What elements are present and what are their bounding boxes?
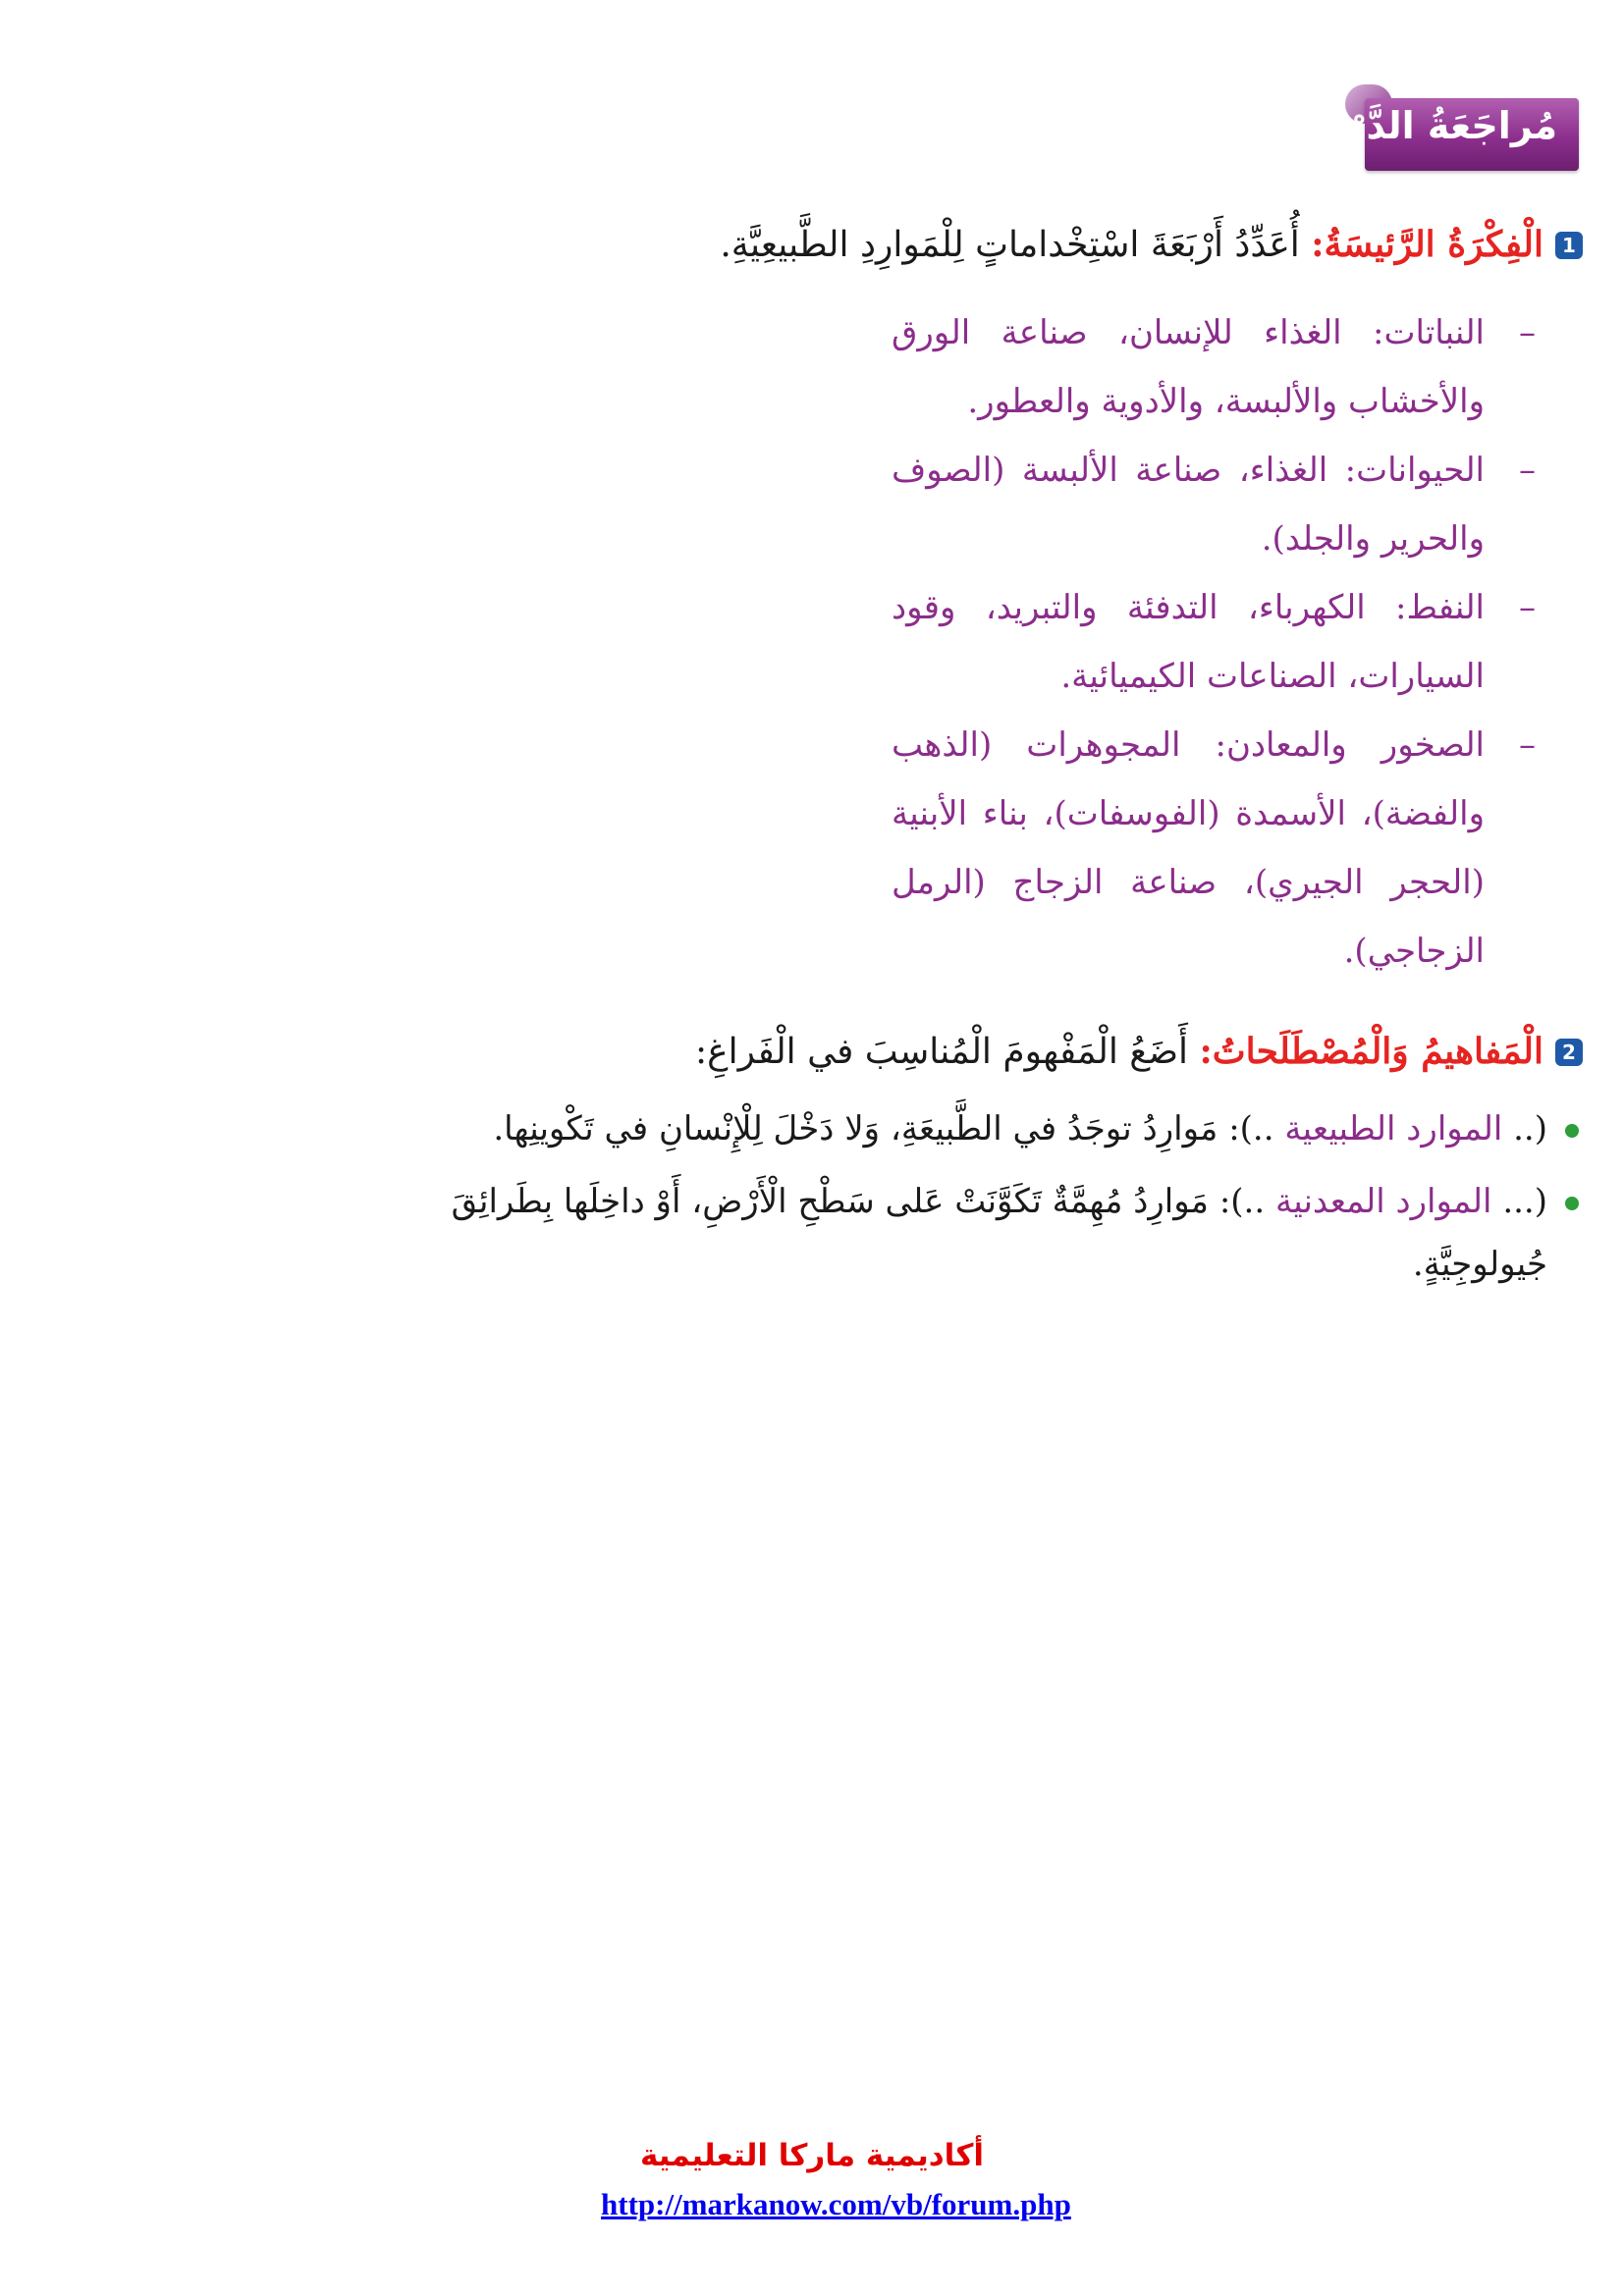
dash-bullet: – bbox=[1519, 313, 1536, 352]
green-bullet-icon bbox=[1565, 1197, 1579, 1210]
definition-text: مَوارِدُ توجَدُ في الطَّبيعَةِ، وَلا دَخْلَ لِلْإِنْسانِ في تَكْوينِها. bbox=[493, 1109, 1218, 1148]
blank-open: (.. bbox=[1513, 1109, 1547, 1148]
question-1-line bbox=[720, 224, 1583, 265]
forum-link[interactable]: http://markanow.com/vb/forum.php bbox=[601, 2187, 1071, 2221]
question-2-line bbox=[695, 1031, 1583, 1072]
lesson-review-banner bbox=[1293, 77, 1579, 173]
question-number-badge: 2 bbox=[1555, 1039, 1583, 1066]
blank-close: ..): bbox=[1228, 1109, 1274, 1148]
answer-text: النفط: الكهرباء، التدفئة والتبريد، وقود السيارات، الصناعات الكيميائية. bbox=[892, 588, 1485, 696]
question-1-prompt: أُعَدِّدُ أَرْبَعَةَ اسْتِخْداماتٍ لِلْمَوارِدِ الطَّبيعِيَّةِ. bbox=[720, 225, 1300, 265]
answer-item-oil bbox=[892, 573, 1536, 711]
question-1-answers bbox=[892, 298, 1536, 986]
blank-close: ..): bbox=[1218, 1182, 1266, 1221]
dash-bullet: – bbox=[1519, 588, 1536, 627]
fill-item-mineral-resources bbox=[444, 1170, 1583, 1296]
academy-name: أكاديمية ماركا التعليمية bbox=[640, 2138, 984, 2173]
fill-in-blank-list bbox=[444, 1097, 1583, 1306]
definition-text: مَوارِدُ مُهِمَّةٌ تَكَوَّنَتْ عَلى سَطْحِ الْأَرْضِ، أَوْ داخِلَها بِطَرائِقَ جُيولوجِيَّةٍ. bbox=[451, 1182, 1547, 1284]
answer-item-plants bbox=[892, 298, 1536, 436]
blank-answer: الموارد المعدنية bbox=[1274, 1182, 1492, 1221]
answer-item-rocks-minerals bbox=[892, 711, 1536, 986]
green-bullet-icon bbox=[1565, 1124, 1579, 1138]
dash-bullet: – bbox=[1519, 451, 1536, 490]
question-number-badge: 1 bbox=[1555, 232, 1583, 259]
answer-item-animals bbox=[892, 436, 1536, 573]
blank-open: (... bbox=[1502, 1182, 1547, 1221]
dash-bullet: – bbox=[1519, 725, 1536, 765]
question-2-prompt: أَضَعُ الْمَفْهومَ الْمُناسِبَ في الْفَراغِ: bbox=[695, 1032, 1189, 1072]
question-2-heading: الْمَفاهيمُ وَالْمُصْطَلَحاتُ: bbox=[1199, 1031, 1543, 1072]
answer-text: الحيوانات: الغذاء، صناعة الألبسة (الصوف والحرير والجلد). bbox=[892, 451, 1485, 559]
banner-title: مُراجَعَةُ الدَّرْسِ bbox=[1293, 104, 1557, 147]
answer-text: النباتات: الغذاء للإنسان، صناعة الورق والأخشاب والألبسة، والأدوية والعطور. bbox=[892, 313, 1485, 421]
blank-answer: الموارد الطبيعية bbox=[1284, 1109, 1503, 1148]
answer-text: الصخور والمعادن: المجوهرات (الذهب والفضة)، الأسمدة (الفوسفات)، بناء الأبنية (الحجر الجيري)، صناعة الزجاج (الرمل الزجاجي). bbox=[892, 725, 1485, 971]
fill-item-natural-resources bbox=[444, 1097, 1583, 1160]
question-1-heading: الْفِكْرَةُ الرَّئيسَةُ: bbox=[1311, 224, 1543, 265]
